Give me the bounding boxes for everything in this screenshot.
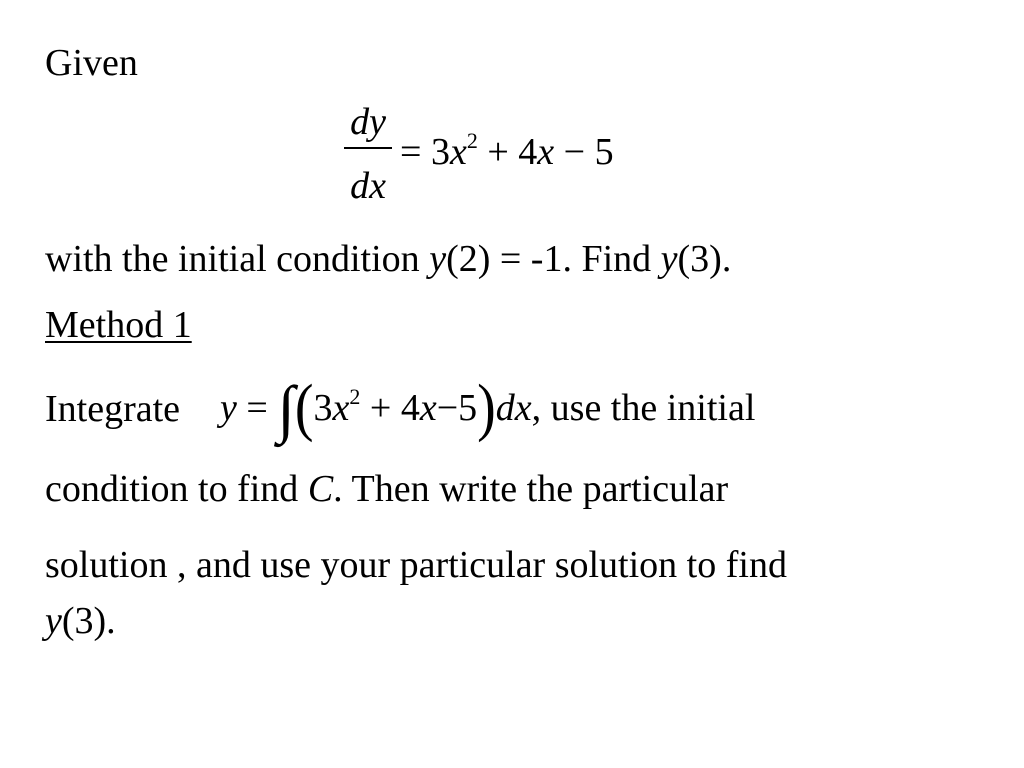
- variable: x: [332, 387, 350, 429]
- variable-y: y: [220, 387, 237, 429]
- instruction-line-2: [45, 470, 728, 508]
- differential: dx: [495, 387, 532, 429]
- instruction-text: use the initial: [541, 387, 756, 429]
- intro-text: Given: [45, 42, 138, 84]
- equals-sign: =: [246, 387, 268, 429]
- exponent: 2: [466, 128, 478, 153]
- variable-y: y: [45, 600, 62, 642]
- fraction-numerator: dy: [350, 101, 386, 143]
- equals-sign: =: [400, 131, 422, 173]
- constant-c: C: [307, 468, 334, 510]
- instruction-text: (3).: [61, 600, 116, 642]
- instruction-line-3: solution , and use your particular solution to find: [45, 544, 787, 586]
- instruction-text: condition to find: [45, 468, 308, 510]
- fraction-denominator: dx: [350, 165, 386, 207]
- coefficient: 4: [518, 131, 538, 173]
- integrate-label: Integrate: [45, 388, 181, 430]
- variable-y: y: [660, 238, 678, 280]
- condition-text-part: (2) = -1. Find: [446, 238, 661, 280]
- condition-text-part: with the initial condition: [45, 238, 430, 280]
- instruction-line-4: [45, 602, 116, 640]
- plus-sign: +: [487, 131, 509, 173]
- ode-right-side: [400, 130, 614, 174]
- comma: ,: [531, 387, 542, 429]
- variable: x: [419, 387, 437, 429]
- minus-sign: −: [436, 387, 459, 429]
- constant: 5: [594, 131, 614, 173]
- exponent: 2: [349, 384, 361, 409]
- method-heading: Method 1: [45, 304, 192, 346]
- plus-sign: +: [369, 387, 392, 429]
- initial-condition-text: [45, 240, 731, 278]
- variable-y: y: [429, 238, 447, 280]
- condition-text-part: (3).: [677, 238, 732, 280]
- fraction-bar: [344, 147, 392, 149]
- integral-expression: $y = \int(3x^2 + 4x-5)dx$, use the initial: [220, 372, 756, 444]
- coefficient: 4: [400, 387, 420, 429]
- minus-sign: −: [563, 131, 586, 173]
- instruction-text: . Then write the particular: [333, 468, 729, 510]
- constant: 5: [458, 387, 478, 429]
- variable: x: [537, 131, 555, 173]
- variable: x: [449, 131, 467, 173]
- coefficient: 3: [430, 131, 450, 173]
- coefficient: 3: [313, 387, 333, 429]
